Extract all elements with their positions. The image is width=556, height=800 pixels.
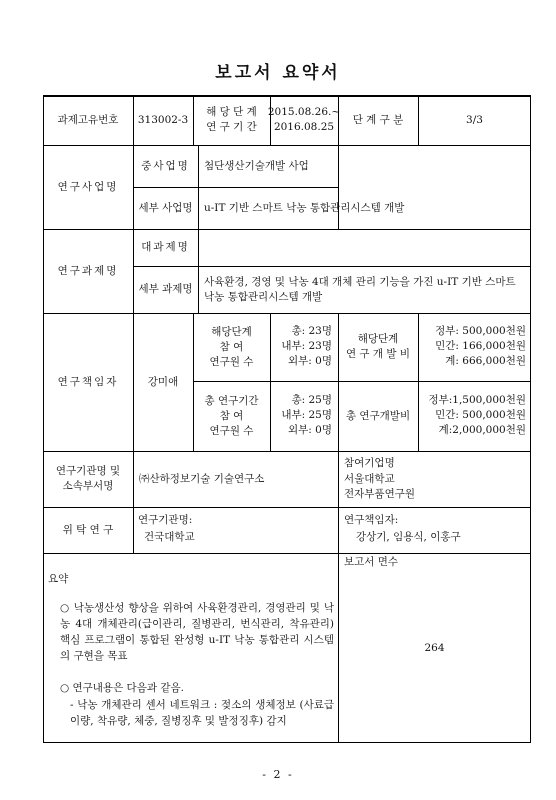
period-label: 해 당 단 계 연 구 기 간 — [206, 106, 257, 133]
sub-project-label: 세부 사업명 — [138, 201, 193, 214]
summary-bullet-2: ○ 연구내용은 다음과 같음. — [60, 682, 184, 694]
total-people-value: 총: 25명 내부: 25명 외부: 0명 — [281, 394, 332, 436]
consign-org-label: 연구기관명: — [138, 514, 193, 526]
stage-value: 3/3 — [466, 113, 483, 126]
task-id-label: 과제고유번호 — [57, 113, 119, 126]
consign-label: 위 탁 연 구 — [62, 523, 114, 536]
researcher-name: 강미애 — [147, 375, 179, 388]
summary-bullet-1: ○ 낙농생산성 향상을 위하여 사육환경관리, 경영관리 및 낙농 4대 개체관리(급이관리, 질병관리, 번식관리, 착유관리) 핵심 프로그램이 통합된 완성형 u-IT 낙농 통합관리 시스템의 구현을 목표 — [60, 602, 334, 662]
row-divider — [43, 553, 531, 554]
partner-label: 참여기업명 — [344, 457, 395, 469]
stage-people-label: 해당단계 참 여 연구원 수 — [209, 325, 254, 368]
sub-task-label: 세부 과제명 — [138, 283, 193, 295]
stage-people-value: 총: 23명 내부: 23명 외부: 0명 — [281, 325, 332, 367]
summary-dash-1: - 낙농 개체관리 센서 네트워크 : 젖소의 생체정보 (사료급이량, 착유량, 체중, 질병징후 및 발정징후) 감지 — [70, 699, 334, 727]
stage-budget-value: 정부: 500,000천원 민간: 166,000천원 계: 666,000천원 — [435, 325, 526, 367]
partner-value: 서울대학교 전자부품연구원 — [344, 473, 416, 500]
stage-label: 단 계 구 분 — [352, 113, 404, 126]
pages-value: 264 — [424, 641, 445, 654]
researcher-label: 연구책임자 — [57, 375, 119, 388]
period-value: 2015.08.26.~ 2016.08.25 — [267, 106, 341, 133]
consign-head-label: 연구책임자: — [344, 514, 399, 526]
summary-label: 요약 — [48, 573, 69, 585]
total-budget-label: 총 연구개발비 — [345, 409, 411, 422]
task-label: 연구과제명 — [57, 264, 119, 277]
stage-budget-label: 해당단계 연 구 개 발 비 — [345, 333, 411, 360]
pages-label: 보고서 면수 — [344, 556, 399, 568]
project-label: 연구사업명 — [57, 180, 119, 193]
main-task-value — [204, 229, 524, 266]
sub-task-value: 사육환경, 경영 및 낙농 4대 개체 관리 기능을 가진 u-IT 기반 스마트 낙농 통합관리시스템 개발 — [204, 275, 516, 303]
main-task-label: 대과제명 — [141, 241, 190, 253]
consign-head-value: 강상기, 임용식, 이홍구 — [356, 531, 461, 543]
col-divider — [338, 451, 339, 743]
org-value: ㈜산하정보기술 기술연구소 — [139, 472, 265, 485]
task-id-value: 313002-3 — [137, 113, 189, 126]
total-budget-value: 정부:1,500,000천원 민간: 500,000천원 계:2,000,000천원 — [428, 394, 526, 436]
consign-org-value: 건국대학교 — [144, 531, 195, 543]
total-people-label: 총 연구기간 참 여 연구원 수 — [204, 394, 259, 437]
main-project-value: 첨단생산기술개발 사업 — [204, 159, 309, 172]
sub-project-value: u-IT 기반 스마트 낙농 통합관리시스템 개발 — [204, 201, 405, 214]
org-label: 연구기관명 및 소속부서명 — [55, 465, 121, 492]
report-title: 보고서 요약서 — [215, 63, 341, 83]
page-number: - 2 - — [262, 768, 294, 781]
main-project-label: 중사업명 — [141, 159, 190, 172]
col-divider — [198, 145, 199, 313]
